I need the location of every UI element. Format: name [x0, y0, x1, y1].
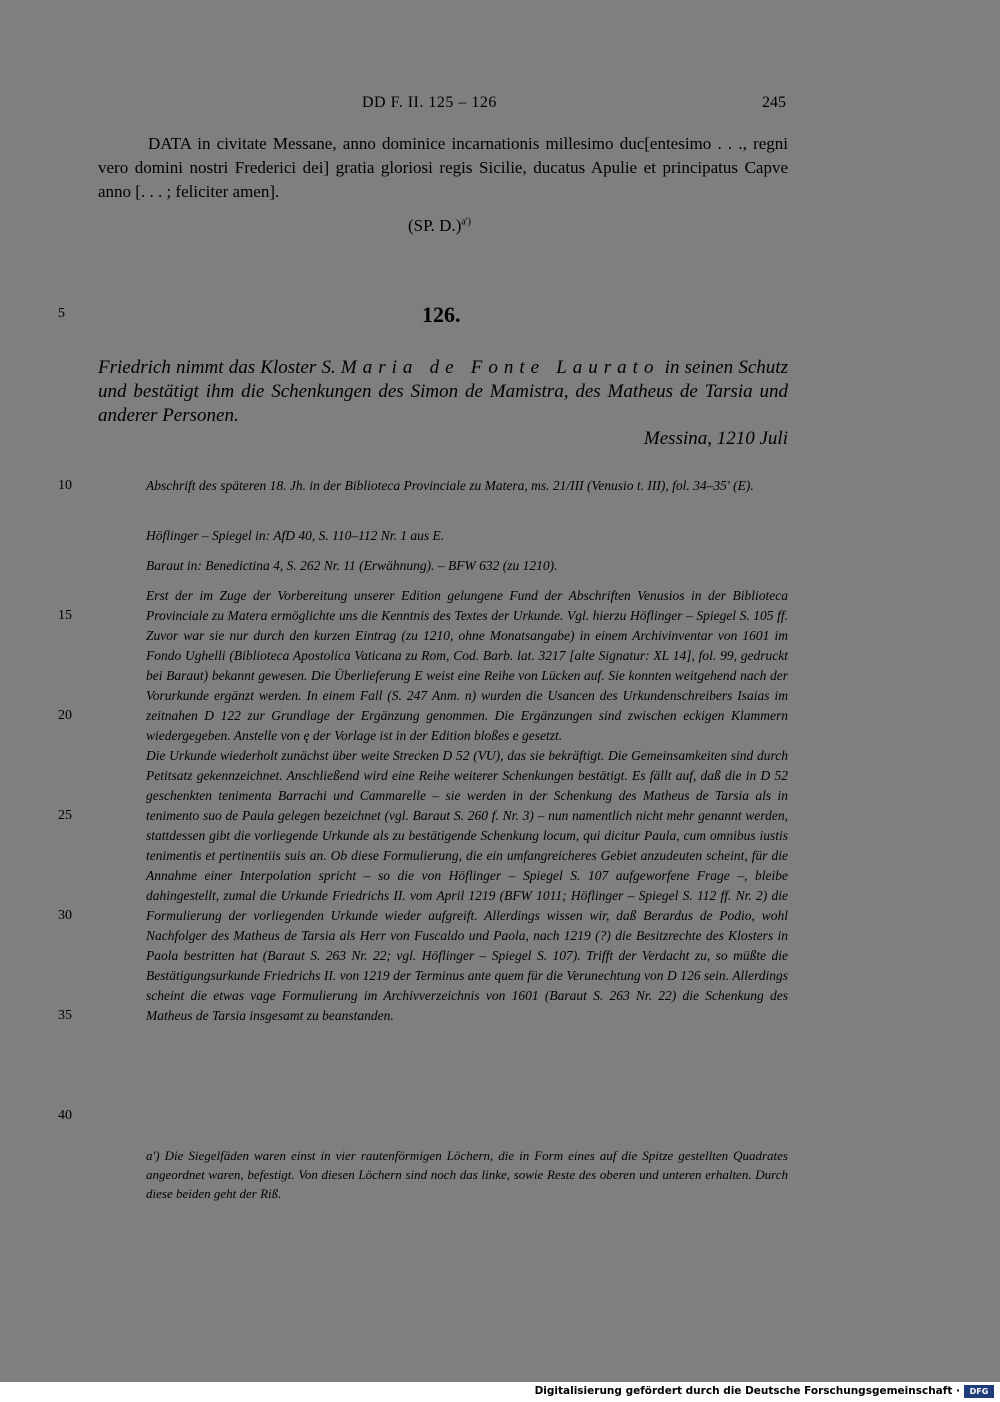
- running-head-title: DD F. II. 125 – 126: [362, 94, 497, 111]
- regest-part1: Friedrich nimmt das Kloster S.: [98, 357, 341, 378]
- note-abschrift: [146, 476, 788, 496]
- line-number-20: 20: [58, 708, 72, 723]
- date-place: Messina, 1210 Juli: [643, 428, 788, 449]
- line-number-5: 5: [58, 306, 65, 321]
- commentary-paragraph-2: Die Urkunde wiederholt zunächst über weite Strecken D 52 (VU), das sie bekräftigt. Die Gemeinsamkeiten sind durch Petitsatz gekennzeichnet. Anschließend wird eine Reihe weiterer Schenkungen bestätigt. Es fällt auf, daß die in D 52 geschenkten tenimenta Barrachi und Cammarelle – sie werden in der Schenkung des Matheus de Tarsia als in tenimento suo de Paula gelegen bezeichnet (vgl. Baraut S. 260 f. Nr. 3) – nun namentlich nicht mehr genannt werden, stattdessen gibt die vorliegende Urkunde als zu bestätigende Schenkung locum, qui dicitur Paula, cum omnibus iustis tenimentis et pertinentiis suis an. Ob diese Formulierung, die ein umfangreicheres Gebiet anzudeuten scheint, für die Annahme einer Interpolation spricht – so die von Höflinger – Spiegel S. 107 aufgeworfene Frage –, bleibe dahingestellt, zumal die Urkunde Friedrichs II. vom April 1219 (BFW 1011; Höflinger – Spiegel S. 112 ff. Nr. 2) die Formulierung der vorliegenden Urkunde wieder aufgreift. Allerdings wissen wir, daß Berardus de Podio, wohl Nachfolger des Matheus de Tarsia als Herr von Fuscaldo und Paola, nach 1219 (?) die Besitzrechte des Klosters in Paola bestritten hat (Baraut S. 263 Nr. 22; vgl. Höflinger – Spiegel S. 107). Trifft der Verdacht zu, so müßte die Bestätigungsurkunde Friedrichs II. von 1219 der Terminus ante quem für die Verunechtung von D 126 sein. Allerdings scheint die etwas vage Formulierung im Archivverzeichnis von 1601 (Baraut S. 263 Nr. 22) die Schenkung des Matheus de Tarsia insgesamt zu beanstanden.: [146, 748, 788, 1023]
- note-hoeflinger-text: Höflinger – Spiegel in: AfD 40, S. 110–112 Nr. 1 aus E.: [146, 528, 445, 543]
- footer-bar: [0, 1382, 1000, 1402]
- regest: [98, 356, 788, 428]
- line-number-15: 15: [58, 608, 72, 623]
- dating-clause: DATA in civitate Messane, anno dominice incarnationis millesimo duc[entesimo . . ., regni vero domini nostri Frederici dei] gratia gloriosi regis Sicilie, ducatus Apulie et principatus Capve anno [. . . ; feliciter amen].: [98, 134, 788, 201]
- note-abschrift-text: Abschrift des späteren 18. Jh. in der Biblioteca Provinciale zu Matera, ms. 21/III (Venusio t. III), fol. 34–35' (E).: [146, 478, 754, 493]
- regest-part2: in seinen Schutz und bestätigt ihm die Schenkungen des Simon de Mamistra, des Matheus de Tarsia und anderer Personen.: [98, 357, 788, 426]
- footnote-text: a') Die Siegelfäden waren einst in vier rautenförmigen Löchern, die in Form eines auf die Spitze gestellten Quadrates angeordnet waren, befestigt. Von diesen Löchern sind noch das linke, sowie Reste des oberen und unteren erhalten. Durch diese beiden geht der Riß.: [146, 1148, 788, 1201]
- line-number-10: 10: [58, 478, 72, 493]
- signum-footnote-mark: a'): [461, 216, 471, 228]
- regest-monastery-name: Maria de Fonte Laurato: [340, 357, 660, 378]
- signum-text: (SP. D.): [408, 216, 462, 235]
- note-baraut: [146, 556, 788, 576]
- line-number-40: 40: [58, 1108, 72, 1123]
- commentary-paragraph-1: Erst der im Zuge der Vorbereitung unserer Edition gelungene Fund der Abschriften Venusios in der Biblioteca Provinciale zu Matera ermöglichte uns die Kenntnis des Textes der Urkunde. Vgl. hierzu Höflinger – Spiegel S. 105 ff. Zuvor war sie nur durch den kurzen Eintrag (zu 1210, ohne Monatsangabe) in einem Archivinventar von 1601 im Fondo Ughelli (Biblioteca Apostolica Vaticana zu Rom, Cod. Barb. lat. 3217 [alte Signatur: XL 14], fol. 99, gedruckt bei Baraut) bekannt gewesen. Die Überlieferung E weist eine Reihe von Lücken auf. Sie konnten weitgehend nach der Vorurkunde ergänzt werden. In einem Fall (S. 247 Anm. n) wurden die Usancen des Urkundenschreibers Isaias im zeitnahen D 122 zur Grundlage der Ergänzung genommen. Die Ergänzungen sind zwischen eckigen Klammern wiedergegeben. Anstelle von ę der Vorlage ist in der Edition bloßes e gesetzt.: [146, 588, 788, 743]
- document-number: 126.: [422, 302, 461, 327]
- footer-credit: Digitalisierung gefördert durch die Deutsche Forschungsgemeinschaft ·: [534, 1385, 960, 1397]
- note-hoeflinger: [146, 526, 788, 546]
- footnote: [146, 1146, 788, 1203]
- line-number-30: 30: [58, 908, 72, 923]
- page-number: 245: [762, 94, 786, 111]
- line-number-35: 35: [58, 1008, 72, 1023]
- commentary: [146, 586, 788, 1026]
- signum: [408, 216, 471, 236]
- note-baraut-text: Baraut in: Benedictina 4, S. 262 Nr. 11 (Erwähnung). – BFW 632 (zu 1210).: [146, 558, 558, 573]
- dfg-logo: DFG: [964, 1385, 994, 1398]
- line-number-25: 25: [58, 808, 72, 823]
